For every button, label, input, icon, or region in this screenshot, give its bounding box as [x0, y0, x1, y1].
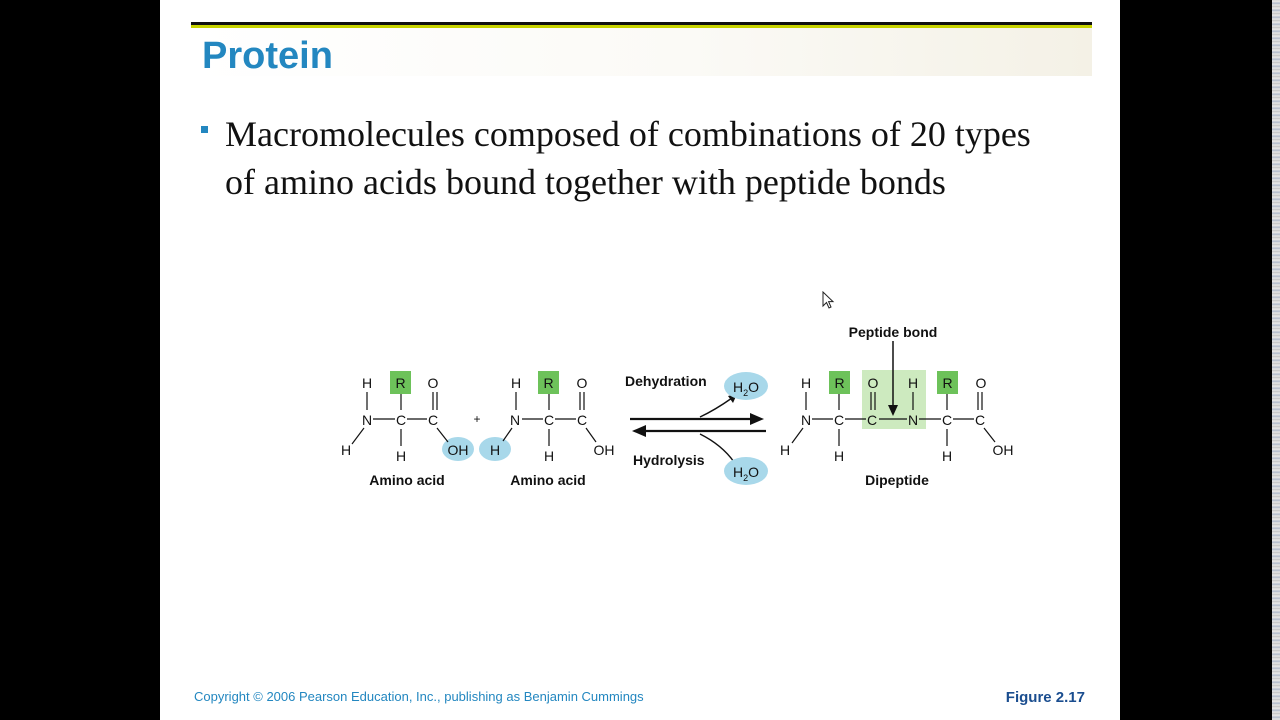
reaction-labels — [625, 373, 707, 468]
water-consumed — [724, 457, 768, 485]
atom-h: H — [489, 442, 501, 458]
atom-c: C — [833, 412, 845, 428]
atom-c: C — [427, 412, 439, 428]
atom-o: O — [576, 375, 588, 391]
atom-h: H — [779, 442, 791, 458]
atom-r: R — [543, 375, 554, 391]
atom-n: N — [361, 412, 373, 428]
atom-h: H — [395, 448, 407, 464]
water-in-curve — [700, 434, 734, 462]
amino-acid-2 — [479, 371, 615, 464]
water-o: O — [748, 379, 760, 395]
water-out-curve — [700, 398, 732, 417]
mouse-cursor-icon — [822, 291, 836, 311]
peptide-bond-label: Peptide bond — [848, 324, 938, 340]
atom-oh: OH — [447, 442, 469, 458]
plus-sign: + — [473, 412, 481, 426]
atom-n: N — [907, 412, 919, 428]
bullet-text: Macromolecules composed of combinations of 20 types of amino acids bound together with peptide bonds — [225, 114, 1031, 202]
caption-amino-acid-2: Amino acid — [510, 472, 586, 488]
peptide-diagram — [160, 0, 1120, 720]
scrollbar[interactable] — [1272, 0, 1280, 720]
slide — [160, 0, 1120, 720]
atom-h: H — [510, 375, 522, 391]
dehydration-label: Dehydration — [625, 373, 707, 389]
water-subscript: 2 — [743, 473, 749, 483]
atom-c: C — [395, 412, 407, 428]
reverse-arrow-head — [632, 425, 646, 437]
atom-oh: OH — [593, 442, 615, 458]
water-h: H — [732, 379, 744, 395]
water-h: H — [732, 464, 744, 480]
hydrolysis-label: Hydrolysis — [633, 452, 705, 468]
atom-h: H — [340, 442, 352, 458]
atom-c: C — [974, 412, 986, 428]
atom-c: C — [866, 412, 878, 428]
figure-number: Figure 2.17 — [1005, 689, 1085, 706]
atom-c: C — [941, 412, 953, 428]
atom-oh: OH — [992, 442, 1014, 458]
atom-n: N — [800, 412, 812, 428]
atom-h: H — [543, 448, 555, 464]
copyright-notice: Copyright © 2006 Pearson Education, Inc., publishing as Benjamin Cummings — [194, 689, 644, 704]
atom-c: C — [576, 412, 588, 428]
water-o: O — [748, 464, 760, 480]
atom-h: H — [941, 448, 953, 464]
atom-o: O — [867, 375, 879, 391]
atom-h: H — [361, 375, 373, 391]
atom-h: H — [833, 448, 845, 464]
water-subscript: 2 — [743, 388, 749, 398]
caption-amino-acid-1: Amino acid — [369, 472, 445, 488]
atom-h: H — [800, 375, 812, 391]
water-released — [724, 372, 768, 400]
atom-o: O — [427, 375, 439, 391]
slide-title: Protein — [202, 35, 333, 77]
caption-dipeptide: Dipeptide — [865, 472, 929, 488]
atom-r: R — [395, 375, 406, 391]
amino-acid-1 — [341, 371, 474, 464]
forward-arrow-head — [750, 413, 764, 425]
atom-n: N — [509, 412, 521, 428]
atom-c: C — [543, 412, 555, 428]
atom-r: R — [834, 375, 845, 391]
atom-h: H — [907, 375, 919, 391]
atom-o: O — [975, 375, 987, 391]
atom-r: R — [942, 375, 953, 391]
captions — [369, 472, 929, 488]
